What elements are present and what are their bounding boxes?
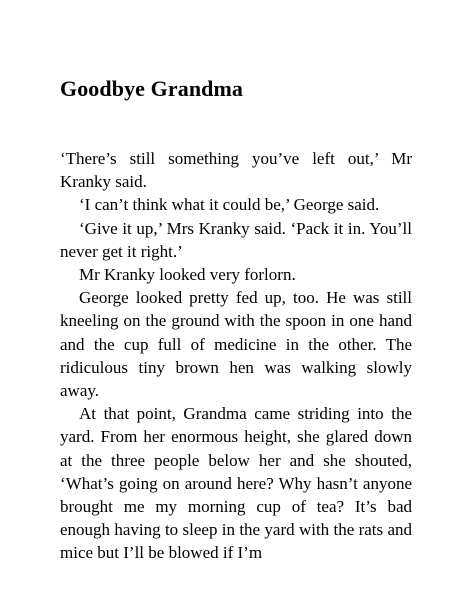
paragraph: Mr Kranky looked very forlorn. [79, 265, 296, 285]
paragraph: ‘I can’t think what it could be,’ George said. [79, 195, 380, 215]
body-text [60, 147, 412, 565]
paragraph: ‘Give it up,’ Mrs Kranky said. ‘Pack it in. You’ll never get it right.’ [60, 218, 412, 261]
paragraph: ‘There’s still something you’ve left out,’ Mr Kranky said. [60, 149, 412, 192]
chapter-title: Goodbye Grandma [60, 76, 244, 101]
paragraph: George looked pretty fed up, too. He was still kneeling on the ground with the spoon in one hand and the cup full of medicine in the other. The ridiculous tiny brown hen was walking slowly away. [60, 288, 412, 401]
paragraph: At that point, Grandma came striding into the yard. From her enormous height, she glared down at the three people below her and she shouted, ‘What’s going on around here? Why hasn’t anyone brought me my morning cup of tea? It’s bad enough having to sleep in the yard with the rats and mice but I’ll be blowed if I’m [60, 404, 412, 563]
